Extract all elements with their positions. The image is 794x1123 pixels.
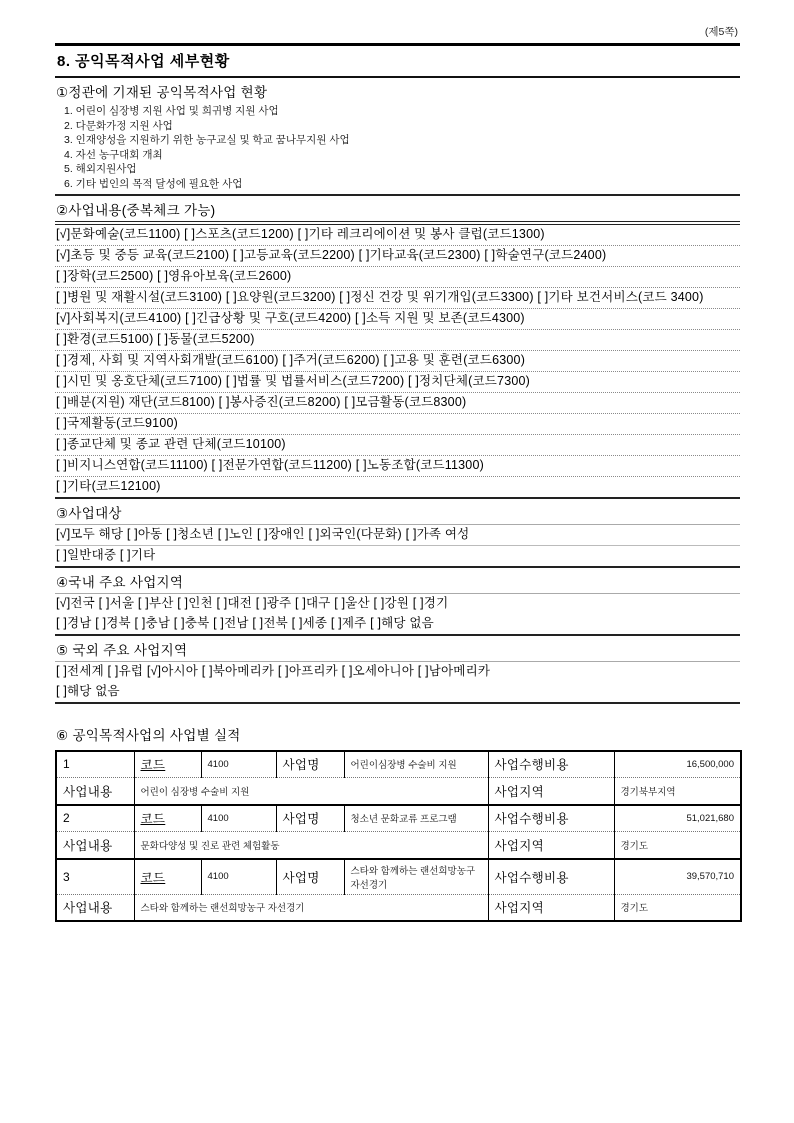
charter-project-item: 5. 해외지원사업 <box>64 163 137 176</box>
charter-project-item: 1. 어린이 심장병 지원 사업 및 희귀병 지원 사업 <box>64 105 279 117</box>
checkbox-item-unchecked: [ ]배분(지원) 재단(코드8100) <box>56 394 215 409</box>
charter-project-list <box>55 103 740 194</box>
checkbox-item-unchecked: [ ]학술연구(코드2400) <box>484 247 607 262</box>
charter-project-item: 3. 인재양성을 지원하기 위한 농구교실 및 학교 꿈나무지원 사업 <box>64 134 350 147</box>
checkbox-item-unchecked: [ ]노동조합(코드11300) <box>355 457 484 472</box>
checkbox-item-unchecked: [ ]부산 <box>137 595 174 610</box>
checkbox-item-unchecked: [ ]강원 <box>373 595 410 610</box>
checkbox-item-unchecked: [ ]동물(코드5200) <box>157 331 255 346</box>
project-content-row <box>56 778 741 805</box>
checkbox-item-unchecked: [ ]대전 <box>216 595 253 610</box>
checkbox-item-unchecked: [ ]전문가연합(코드11200) <box>211 457 353 472</box>
checkbox-item-unchecked: [ ]기타 <box>119 547 156 562</box>
project-number: 1 <box>56 751 134 778</box>
name-label: 사업명 <box>276 751 344 778</box>
checkbox-item-checked: [√]문화예술(코드1100) <box>56 226 181 241</box>
project-content-row <box>56 832 741 859</box>
cost-value: 39,570,710 <box>614 859 741 895</box>
code-value: 4100 <box>201 805 276 832</box>
section3-header: ③사업대상 <box>55 499 740 525</box>
code-label: 코드 <box>134 805 201 832</box>
checkbox-item-unchecked: [ ]비지니스연합(코드11100) <box>56 457 208 472</box>
domestic-region-rows <box>55 594 740 634</box>
checkbox-item-unchecked: [ ]전세계 <box>56 663 104 678</box>
project-performance-table <box>55 750 742 923</box>
checkbox-item-unchecked: [ ]국제활동(코드9100) <box>56 415 179 430</box>
project-main-row <box>56 805 741 832</box>
code-value: 4100 <box>201 751 276 778</box>
charter-project-item: 4. 자선 농구대회 개최 <box>64 148 163 161</box>
checkbox-item-unchecked: [ ]북아메리카 <box>201 663 275 678</box>
section-business-content <box>55 196 740 499</box>
checkbox-item-unchecked: [ ]주거(코드6200) <box>282 352 380 367</box>
checkbox-item-unchecked: [ ]장학(코드2500) <box>56 268 154 283</box>
region-value: 경기북부지역 <box>614 778 741 805</box>
checkbox-row <box>55 662 740 682</box>
checkbox-row <box>55 414 740 435</box>
checkbox-item-unchecked: [ ]일반대중 <box>56 547 117 562</box>
section-domestic-region <box>55 568 740 636</box>
checkbox-row <box>55 594 740 614</box>
section6-header: ⑥ 공익목적사업의 사업별 실적 <box>56 727 241 743</box>
checkbox-item-unchecked: [ ]서울 <box>98 595 135 610</box>
checkbox-item-unchecked: [ ]충북 <box>173 615 210 630</box>
project-number: 3 <box>56 859 134 895</box>
section-charter-projects <box>55 78 740 196</box>
region-label: 사업지역 <box>488 832 614 859</box>
checkbox-item-unchecked: [ ]모금활동(코드8300) <box>344 394 467 409</box>
project-main-row <box>56 859 741 895</box>
content-label: 사업내용 <box>56 778 134 805</box>
region-value: 경기도 <box>614 832 741 859</box>
checkbox-item-unchecked: [ ]기타교육(코드2300) <box>358 247 481 262</box>
region-label: 사업지역 <box>488 894 614 921</box>
section5-header: ⑤ 국외 주요 사업지역 <box>55 636 740 662</box>
project-number: 2 <box>56 805 134 832</box>
checkbox-row <box>55 393 740 414</box>
checkbox-item-unchecked: [ ]스포츠(코드1200) <box>184 226 294 241</box>
section2-header: ②사업내용(중복체크 가능) <box>55 196 740 225</box>
checkbox-item-unchecked: [ ]인천 <box>177 595 213 610</box>
checkbox-item-unchecked: [ ]병원 및 재활시설(코드3100) <box>56 289 223 304</box>
checkbox-item-unchecked: [ ]환경(코드5100) <box>56 331 154 346</box>
content-value: 어린이 심장병 수술비 지원 <box>134 778 488 805</box>
checkbox-row <box>55 330 740 351</box>
overseas-region-rows <box>55 662 740 702</box>
checkbox-row <box>55 246 740 267</box>
checkbox-item-unchecked: [ ]정치단체(코드7300) <box>408 373 531 388</box>
checkbox-row <box>55 288 740 309</box>
checkbox-item-unchecked: [ ]소득 지원 및 보존(코드4300) <box>354 310 525 325</box>
checkbox-item-unchecked: [ ]기타(코드12100) <box>56 478 161 493</box>
checkbox-item-unchecked: [ ]고등교육(코드2200) <box>232 247 355 262</box>
project-table-body <box>56 751 741 922</box>
cost-value: 51,021,680 <box>614 805 741 832</box>
name-label: 사업명 <box>276 859 344 895</box>
checkbox-item-unchecked: [ ]해당 없음 <box>56 683 120 698</box>
checkbox-item-unchecked: [ ]해당 없음 <box>370 615 434 630</box>
project-main-row <box>56 751 741 778</box>
business-content-rows <box>55 225 740 497</box>
cost-label: 사업수행비용 <box>488 859 614 895</box>
checkbox-item-unchecked: [ ]영유아보육(코드2600) <box>157 268 292 283</box>
section-business-target <box>55 499 740 568</box>
charter-project-item: 2. 다문화가정 지원 사업 <box>64 119 173 132</box>
checkbox-item-unchecked: [ ]경제, 사회 및 지역사회개발(코드6100) <box>56 352 279 367</box>
cost-label: 사업수행비용 <box>488 751 614 778</box>
content-value: 문화다양성 및 진로 관련 체험활동 <box>134 832 488 859</box>
code-label: 코드 <box>134 751 201 778</box>
checkbox-row <box>55 309 740 330</box>
checkbox-row <box>55 546 740 566</box>
checkbox-item-unchecked: [ ]전남 <box>213 615 249 630</box>
name-value: 스타와 함께하는 랜선희망농구 자선경기 <box>344 859 488 895</box>
name-label: 사업명 <box>276 805 344 832</box>
checkbox-item-unchecked: [ ]정신 건강 및 위기개입(코드3300) <box>339 289 534 304</box>
checkbox-row <box>55 682 740 702</box>
checkbox-item-unchecked: [ ]남아메리카 <box>417 663 491 678</box>
checkbox-item-unchecked: [ ]충남 <box>134 615 171 630</box>
checkbox-item-unchecked: [ ]전북 <box>252 615 288 630</box>
content-label: 사업내용 <box>56 894 134 921</box>
checkbox-item-unchecked: [ ]요양원(코드3200) <box>225 289 336 304</box>
checkbox-item-unchecked: [ ]대구 <box>294 595 331 610</box>
section4-header: ④국내 주요 사업지역 <box>55 568 740 594</box>
region-value: 경기도 <box>614 894 741 921</box>
business-target-rows <box>55 525 740 566</box>
checkbox-item-unchecked: [ ]장애인 <box>256 526 305 541</box>
name-value: 어린이심장병 수술비 지원 <box>344 751 488 778</box>
checkbox-row <box>55 351 740 372</box>
checkbox-item-checked: [√]전국 <box>56 595 95 610</box>
checkbox-item-unchecked: [ ]기타 보건서비스(코드 3400) <box>537 289 704 304</box>
checkbox-row <box>55 225 740 246</box>
checkbox-item-unchecked: [ ]오세아니아 <box>341 663 415 678</box>
checkbox-item-unchecked: [ ]기타 레크리에이션 및 봉사 클럽(코드1300) <box>297 226 545 241</box>
section1-header: ①정관에 기재된 공익목적사업 현황 <box>56 85 268 100</box>
checkbox-item-unchecked: [ ]경기 <box>412 595 449 610</box>
checkbox-item-unchecked: [ ]아프리카 <box>277 663 338 678</box>
checkbox-item-unchecked: [ ]아동 <box>126 526 163 541</box>
checkbox-item-checked: [√]모두 해당 <box>56 526 124 541</box>
document-title: 8. 공익목적사업 세부현황 <box>57 53 230 70</box>
checkbox-item-unchecked: [ ]유럽 <box>107 663 144 678</box>
checkbox-item-unchecked: [ ]긴급상황 및 구호(코드4200) <box>185 310 352 325</box>
checkbox-item-unchecked: [ ]청소년 <box>166 526 214 541</box>
checkbox-row <box>55 456 740 477</box>
checkbox-item-unchecked: [ ]종교단체 및 종교 관련 단체(코드10100) <box>56 436 286 451</box>
checkbox-item-unchecked: [ ]외국인(다문화) <box>308 526 402 541</box>
document-title-bar <box>55 43 740 78</box>
checkbox-item-unchecked: [ ]경남 <box>56 615 92 630</box>
cost-label: 사업수행비용 <box>488 805 614 832</box>
name-value: 청소년 문화교류 프로그램 <box>344 805 488 832</box>
checkbox-item-unchecked: [ ]가족 여성 <box>405 526 470 541</box>
checkbox-item-unchecked: [ ]울산 <box>334 595 370 610</box>
checkbox-item-unchecked: [ ]봉사증진(코드8200) <box>218 394 341 409</box>
section-overseas-region <box>55 636 740 704</box>
cost-value: 16,500,000 <box>614 751 741 778</box>
checkbox-item-checked: [√]아시아 <box>146 663 199 678</box>
checkbox-item-unchecked: [ ]시민 및 옹호단체(코드7100) <box>56 373 223 388</box>
checkbox-row <box>55 614 740 634</box>
project-content-row <box>56 894 741 921</box>
checkbox-row <box>55 267 740 288</box>
checkbox-item-unchecked: [ ]제주 <box>330 615 367 630</box>
checkbox-item-unchecked: [ ]노인 <box>217 526 254 541</box>
checkbox-row <box>55 435 740 456</box>
content-value: 스타와 함께하는 랜선희망농구 자선경기 <box>134 894 488 921</box>
checkbox-item-unchecked: [ ]경북 <box>95 615 131 630</box>
charter-project-item: 6. 기타 법인의 목적 달성에 필요한 사업 <box>64 177 243 190</box>
region-label: 사업지역 <box>488 778 614 805</box>
checkbox-item-unchecked: [ ]광주 <box>255 595 292 610</box>
checkbox-item-unchecked: [ ]고용 및 훈련(코드6300) <box>383 352 526 367</box>
checkbox-row <box>55 525 740 546</box>
code-label: 코드 <box>134 859 201 895</box>
checkbox-row <box>55 372 740 393</box>
checkbox-item-checked: [√]사회복지(코드4100) <box>56 310 182 325</box>
checkbox-item-unchecked: [ ]법률 및 법률서비스(코드7200) <box>225 373 405 388</box>
checkbox-item-unchecked: [ ]세종 <box>291 615 328 630</box>
checkbox-item-checked: [√]초등 및 중등 교육(코드2100) <box>56 247 230 262</box>
code-value: 4100 <box>201 859 276 895</box>
checkbox-row <box>55 477 740 497</box>
page-number-label: (제5쪽) <box>704 26 738 38</box>
content-label: 사업내용 <box>56 832 134 859</box>
